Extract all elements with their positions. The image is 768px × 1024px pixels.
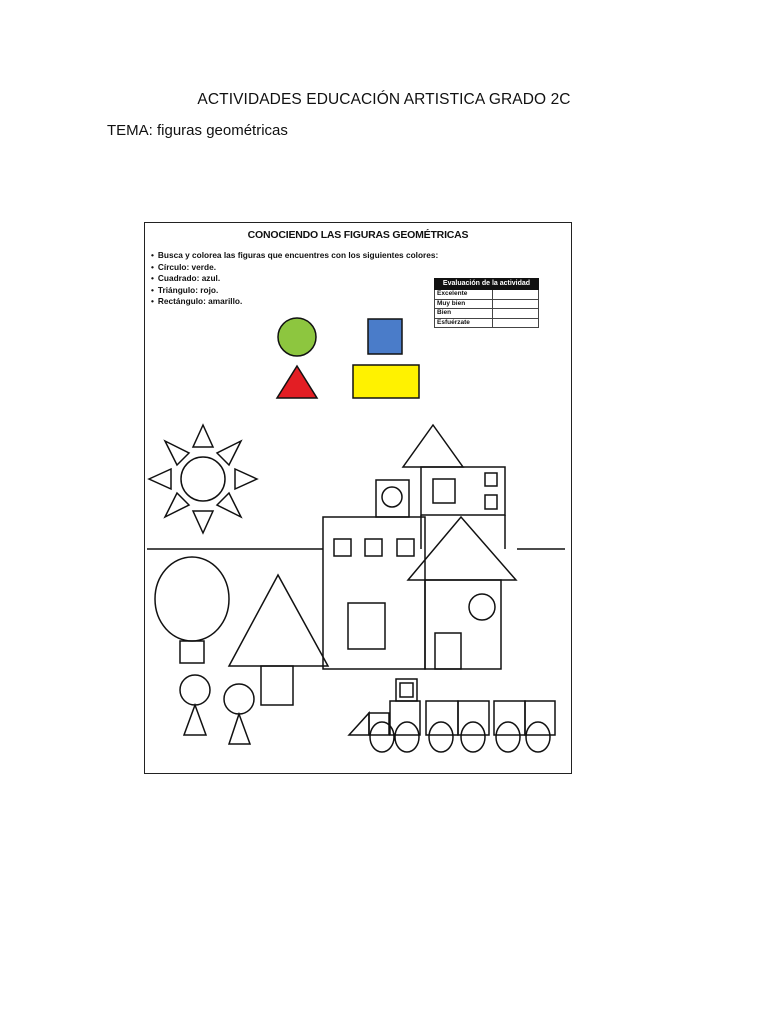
wide-building (323, 517, 425, 669)
instruction-item: • Círculo: verde. (151, 262, 438, 274)
train (349, 679, 555, 752)
evaluation-level: Esfuérzate (435, 318, 493, 328)
instruction-item: • Cuadrado: azul. (151, 273, 438, 285)
tall-building (403, 425, 505, 549)
evaluation-header: Evaluación de la actividad (435, 279, 539, 290)
green-circle-sample (278, 318, 316, 356)
person-figure (224, 684, 254, 744)
blue-square-sample (368, 319, 402, 354)
shapes-drawing (145, 223, 571, 773)
instruction-item: • Triángulo: rojo. (151, 285, 438, 297)
red-triangle-sample (277, 366, 317, 398)
instruction-item: • Busca y colorea las figuras que encuentres con los siguientes colores: (151, 250, 438, 262)
instruction-item: • Rectángulo: amarillo. (151, 296, 438, 308)
person-figure (180, 675, 210, 735)
evaluation-level: Excelente (435, 290, 493, 300)
worksheet-title: CONOCIENDO LAS FIGURAS GEOMÉTRICAS (247, 229, 469, 241)
tower-block (376, 480, 409, 517)
worksheet-image (144, 222, 572, 774)
round-tree (155, 557, 229, 663)
evaluation-level: Muy bien (435, 299, 493, 309)
sun-shape (149, 425, 257, 533)
evaluation-level: Bien (435, 309, 493, 319)
outline-drawings (147, 425, 565, 752)
yellow-rectangle-sample (353, 365, 419, 398)
topic-line: TEMA: figuras geométricas (107, 122, 288, 139)
house (408, 517, 516, 669)
document-title: ACTIVIDADES EDUCACIÓN ARTISTICA GRADO 2C (197, 91, 571, 108)
